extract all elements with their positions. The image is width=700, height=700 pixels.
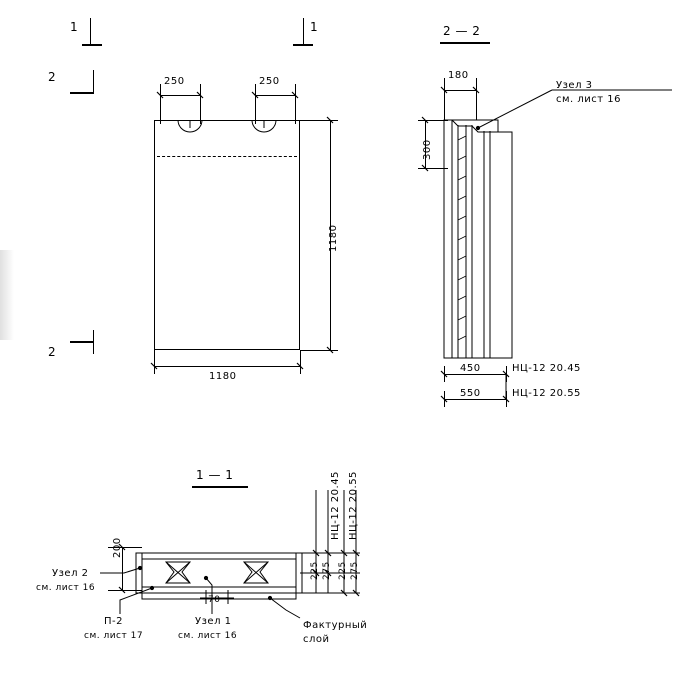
sec-stack-label-0: НЦ-12 20.45 (330, 471, 341, 540)
front-dim-ext-left-w (154, 350, 155, 374)
front-dim-line-right (255, 95, 295, 96)
sec-vdim-0: 225 (310, 561, 320, 580)
section-mark-2-lower: 2 (48, 345, 57, 359)
section-mark-1-left: 1 (70, 20, 79, 34)
side-dim-ext-300-top (418, 120, 448, 121)
label-node-2-sheet: см. лист 16 (36, 583, 96, 593)
label-node-1-sheet: см. лист 16 (178, 631, 238, 641)
section-mark-2-upper-bar (70, 92, 94, 94)
label-node-1: Узел 1 (195, 616, 232, 627)
front-dim-ext-bottom (300, 350, 338, 351)
side-dim-line-550 (444, 399, 506, 400)
side-mark-1: НЦ-12 20.45 (512, 363, 581, 374)
panel-front-hidden-line (157, 156, 297, 157)
section-mark-2-upper-stem (93, 70, 94, 94)
sec-stack-label-1: НЦ-12 20.55 (348, 471, 359, 540)
view-title-2-2: 2 — 2 (443, 24, 481, 38)
front-dim-250-left: 250 (164, 76, 185, 87)
sec-vdim-1: 275 (322, 561, 332, 580)
label-p2: П-2 (104, 616, 123, 627)
side-dim-line-450 (444, 374, 506, 375)
side-dim-ext-450-r (506, 366, 507, 382)
front-dim-line-left (160, 95, 200, 96)
view-title-1-1: 1 — 1 (196, 468, 234, 482)
panel-front-outline (154, 120, 300, 350)
side-mark-2: НЦ-12 20.55 (512, 388, 581, 399)
side-dim-ext-550-r (506, 391, 507, 407)
sec-dim-200-line (122, 547, 123, 590)
side-dim-550: 550 (460, 388, 481, 399)
section-mark-1-left-stem (90, 18, 91, 44)
label-texture-layer: Фактурный (303, 620, 368, 631)
view-title-2-2-underline (440, 42, 490, 44)
side-dim-line-180 (444, 90, 476, 91)
side-dim-450: 450 (460, 363, 481, 374)
sec-dim-200-ext-top (108, 547, 142, 548)
side-dim-300: 300 (422, 139, 433, 160)
scan-artifact (0, 250, 14, 340)
front-dim-1180-height: 1180 (328, 224, 339, 252)
side-dim-ext-1 (444, 78, 445, 120)
front-dim-line-width (154, 366, 300, 367)
front-dim-250-right: 250 (259, 76, 280, 87)
label-p2-sheet: см. лист 17 (84, 631, 144, 641)
sec-vdim-2: 225 (338, 561, 348, 580)
sec-dim-200-ext-bot (108, 590, 142, 591)
view-title-1-1-underline (192, 486, 248, 488)
sec-vdim-3: 275 (350, 561, 360, 580)
front-dim-ext-left-1 (160, 84, 161, 124)
side-dim-ext-450-l (444, 366, 445, 382)
side-dim-ext-550-l (444, 391, 445, 407)
front-dim-ext-left-2 (200, 84, 201, 124)
label-texture-layer-2: слой (303, 634, 330, 645)
section-mark-1-right-stem (303, 18, 304, 44)
section-mark-1-right: 1 (310, 20, 319, 34)
panel-side-outline (444, 120, 512, 358)
side-dim-ext-2 (476, 78, 477, 120)
section-mark-2-upper: 2 (48, 70, 57, 84)
label-node-3-sheet: см. лист 16 (556, 94, 622, 105)
front-dim-ext-top (300, 120, 338, 121)
section-mark-2-lower-bar (70, 341, 94, 343)
label-node-3: Узел 3 (556, 80, 593, 91)
front-dim-1180-width: 1180 (209, 371, 237, 382)
section-mark-1-left-bar (82, 44, 102, 46)
label-node-2: Узел 2 (52, 568, 89, 579)
section-mark-1-right-bar (293, 44, 313, 46)
section-slab-outline (142, 553, 296, 593)
front-dim-ext-right-w (300, 350, 301, 374)
side-dim-ext-300-bot (418, 168, 448, 169)
side-dim-180: 180 (448, 70, 469, 81)
front-dim-ext-right-2 (295, 84, 296, 124)
sec-dim-70: 70 (208, 595, 221, 605)
front-dim-ext-right-1 (255, 84, 256, 124)
